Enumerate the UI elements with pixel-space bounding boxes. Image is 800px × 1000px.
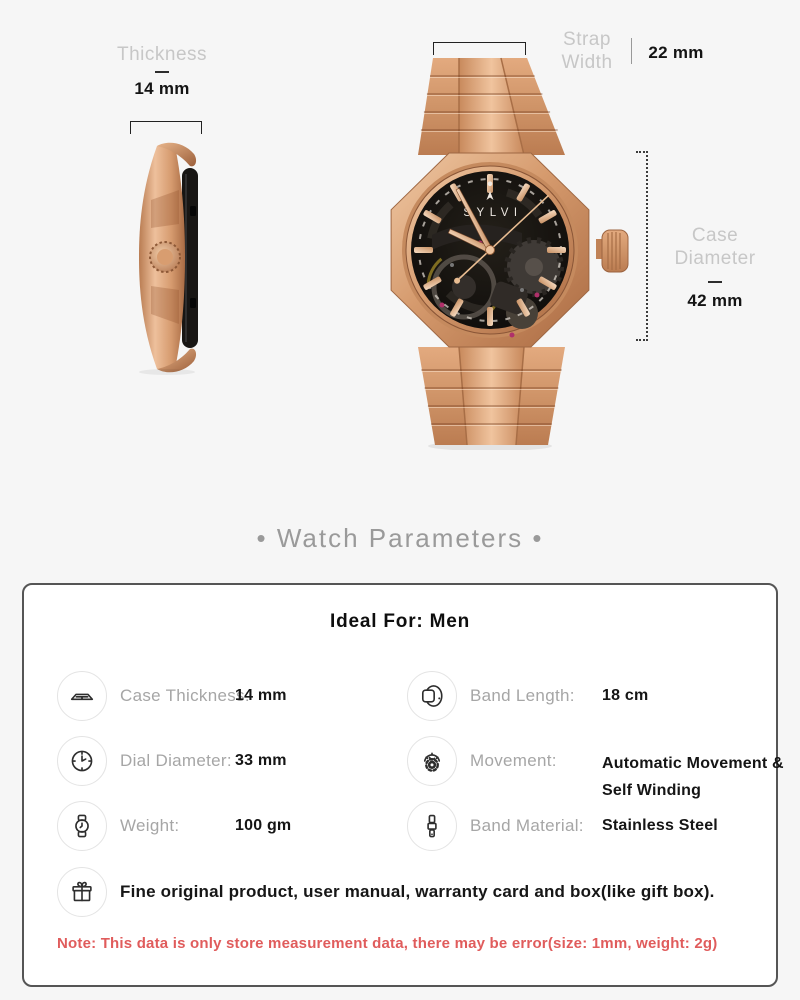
band-length-icon <box>407 671 457 721</box>
param-value: 18 cm <box>602 687 649 704</box>
weight-icon <box>57 801 107 851</box>
dial-diameter-icon <box>57 736 107 786</box>
measure-tick-bottom <box>636 339 648 341</box>
gift-icon <box>57 867 107 917</box>
thickness-bracket <box>130 121 202 134</box>
param-label: Band Material: <box>470 816 584 835</box>
bracelet-top <box>418 58 565 155</box>
gift-row <box>57 867 767 917</box>
param-row-band-length <box>407 671 767 721</box>
thickness-label: Thickness <box>116 44 208 65</box>
case-thickness-icon <box>57 671 107 721</box>
dash-divider <box>708 281 722 283</box>
param-label: Weight: <box>120 816 180 835</box>
param-row-dial-diameter <box>57 736 387 786</box>
strap-width-bracket <box>433 42 526 55</box>
param-row-weight <box>57 801 387 851</box>
param-value: 33 mm <box>235 752 287 769</box>
gift-note-text: Fine original product, user manual, warranty card and box(like gift box). <box>120 882 715 901</box>
card-title: Ideal For: Men <box>330 611 470 632</box>
param-row-case-thickness <box>57 671 387 721</box>
strap-width-label-line1: Strap <box>563 29 611 50</box>
case-diameter-label-line1: Case <box>691 225 739 246</box>
strap-width-value: 22 mm <box>648 43 704 62</box>
param-label: Case Thickness: <box>120 686 250 705</box>
watch-front-photo <box>372 55 632 450</box>
dash-divider <box>155 71 169 73</box>
param-value: Stainless Steel <box>602 817 718 834</box>
param-row-movement <box>407 736 784 799</box>
crown <box>596 230 628 272</box>
movement-icon <box>407 736 457 786</box>
band-material-icon <box>407 801 457 851</box>
measurement-note: Note: This data is only store measurement data, there may be error(size: 1mm, weight: 2g) <box>57 935 718 952</box>
param-value: Automatic Movement & Self Winding <box>602 755 784 799</box>
param-label: Dial Diameter: <box>120 751 232 770</box>
param-label: Movement: <box>470 751 557 770</box>
parameters-card <box>22 583 784 987</box>
case-diameter-measure-line <box>646 151 648 341</box>
param-value: 100 gm <box>235 817 292 834</box>
brand-name: SYLVI <box>463 207 523 219</box>
watch-side-photo <box>127 140 207 375</box>
case-diameter-value: 42 mm <box>687 291 743 310</box>
param-label: Band Length: <box>470 686 575 705</box>
measure-tick-top <box>636 151 648 153</box>
case-diameter-label <box>660 225 770 271</box>
case-diameter-label-line2: Diameter <box>674 247 756 269</box>
section-heading: • Watch Parameters • <box>256 523 544 553</box>
param-row-band-material <box>407 801 767 851</box>
strap-width-label-line2: Width <box>561 51 613 73</box>
thickness-value: 14 mm <box>134 79 190 98</box>
bracelet-bottom <box>418 347 565 445</box>
param-value: 14 mm <box>235 687 287 704</box>
